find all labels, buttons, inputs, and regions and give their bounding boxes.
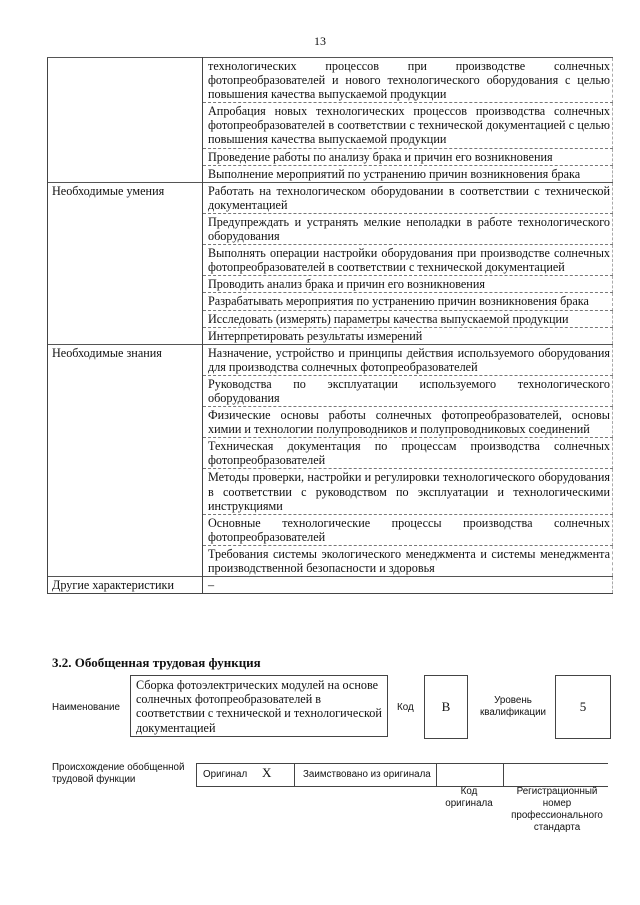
row-item: Выполнение мероприятий по устранению причин возникновения брака (203, 165, 613, 182)
code-value: B (441, 699, 451, 714)
section-title: 3.2. Обобщенная трудовая функция (52, 655, 261, 670)
competency-table (47, 57, 613, 594)
code-box (424, 675, 468, 739)
name-label: Наименование (52, 702, 120, 713)
table-row (48, 344, 613, 375)
row-item: Выполнять операции настройки оборудования при производстве солнечных фотопреобразователей в соответствии с технической документацией (203, 245, 613, 276)
row-item: Методы проверки, настройки и регулировки технологического оборудования в соответствии с руководством по эксплуатации и технологическими инструкциями (203, 469, 613, 514)
table-row (48, 58, 613, 103)
row-label: Другие характеристики (48, 577, 203, 594)
function-name: Сборка фотоэлектрических модулей на основе солнечных фотопреобразователей в соответствии с технической и технологической документацией (136, 678, 382, 735)
row-item: Разрабатывать мероприятия по устранению причин возникновения брака (203, 293, 613, 310)
row-item: Проведение работы по анализу брака и причин его возникновения (203, 148, 613, 165)
table-row (48, 182, 613, 213)
row-item: – (203, 577, 613, 594)
origin-divider-2 (294, 763, 295, 787)
table-row (48, 577, 613, 594)
row-item: Интерпретировать результаты измерений (203, 327, 613, 344)
row-label (48, 58, 203, 183)
row-item: Назначение, устройство и принципы действия используемого оборудования для производства солнечных фотопреобразователей (203, 344, 613, 375)
origin-divider-1 (196, 763, 197, 787)
row-item: Руководства по эксплуатации используемого технологического оборудования (203, 375, 613, 406)
orig-code-caption: Код оригинала (445, 786, 493, 809)
function-name-box (130, 675, 388, 737)
origin-label: Происхождение обобщенной трудовой функции (52, 762, 185, 785)
origin-divider-4 (503, 763, 504, 787)
row-item: технологических процессов при производстве солнечных фотопреобразователей и нового технологического оборудования с целью повышения качества выпускаемой продукции (203, 58, 613, 103)
origin-top-rule (196, 763, 608, 764)
row-label: Необходимые умения (48, 182, 203, 344)
row-item: Предупреждать и устранять мелкие неполадки в работе технологического оборудования (203, 213, 613, 244)
row-item: Основные технологические процессы производства солнечных фотопреобразователей (203, 514, 613, 545)
original-label: Оригинал (203, 769, 248, 780)
level-value: 5 (579, 699, 587, 714)
row-item: Работать на технологическом оборудовании в соответствии с технической документацией (203, 182, 613, 213)
origin-divider-3 (436, 763, 437, 787)
reg-number-caption: Регистрационный номер профессионального стандарта (511, 786, 603, 833)
level-label: Уровень квалификации (479, 695, 547, 718)
level-box (555, 675, 611, 739)
row-label: Необходимые знания (48, 344, 203, 576)
row-item: Исследовать (измерять) параметры качества выпускаемой продукции (203, 310, 613, 327)
borrowed-label: Заимствовано из оригинала (303, 769, 431, 780)
row-item: Апробация новых технологических процессов производства солнечных фотопреобразователей в соответствии с технической документацией с целью повышения качества выпускаемой продукции (203, 103, 613, 148)
row-item: Проводить анализ брака и причин его возникновения (203, 276, 613, 293)
row-item: Физические основы работы солнечных фотопреобразователей, основы химии и технологии полупроводников и полупроводниковых соединений (203, 407, 613, 438)
page-number: 13 (314, 34, 326, 48)
row-item: Техническая документация по процессам производства солнечных фотопреобразователей (203, 438, 613, 469)
code-label: Код (397, 702, 414, 713)
original-mark: X (262, 765, 272, 780)
row-item: Требования системы экологического менеджмента и системы менеджмента производственной безопасности и здоровья (203, 545, 613, 576)
